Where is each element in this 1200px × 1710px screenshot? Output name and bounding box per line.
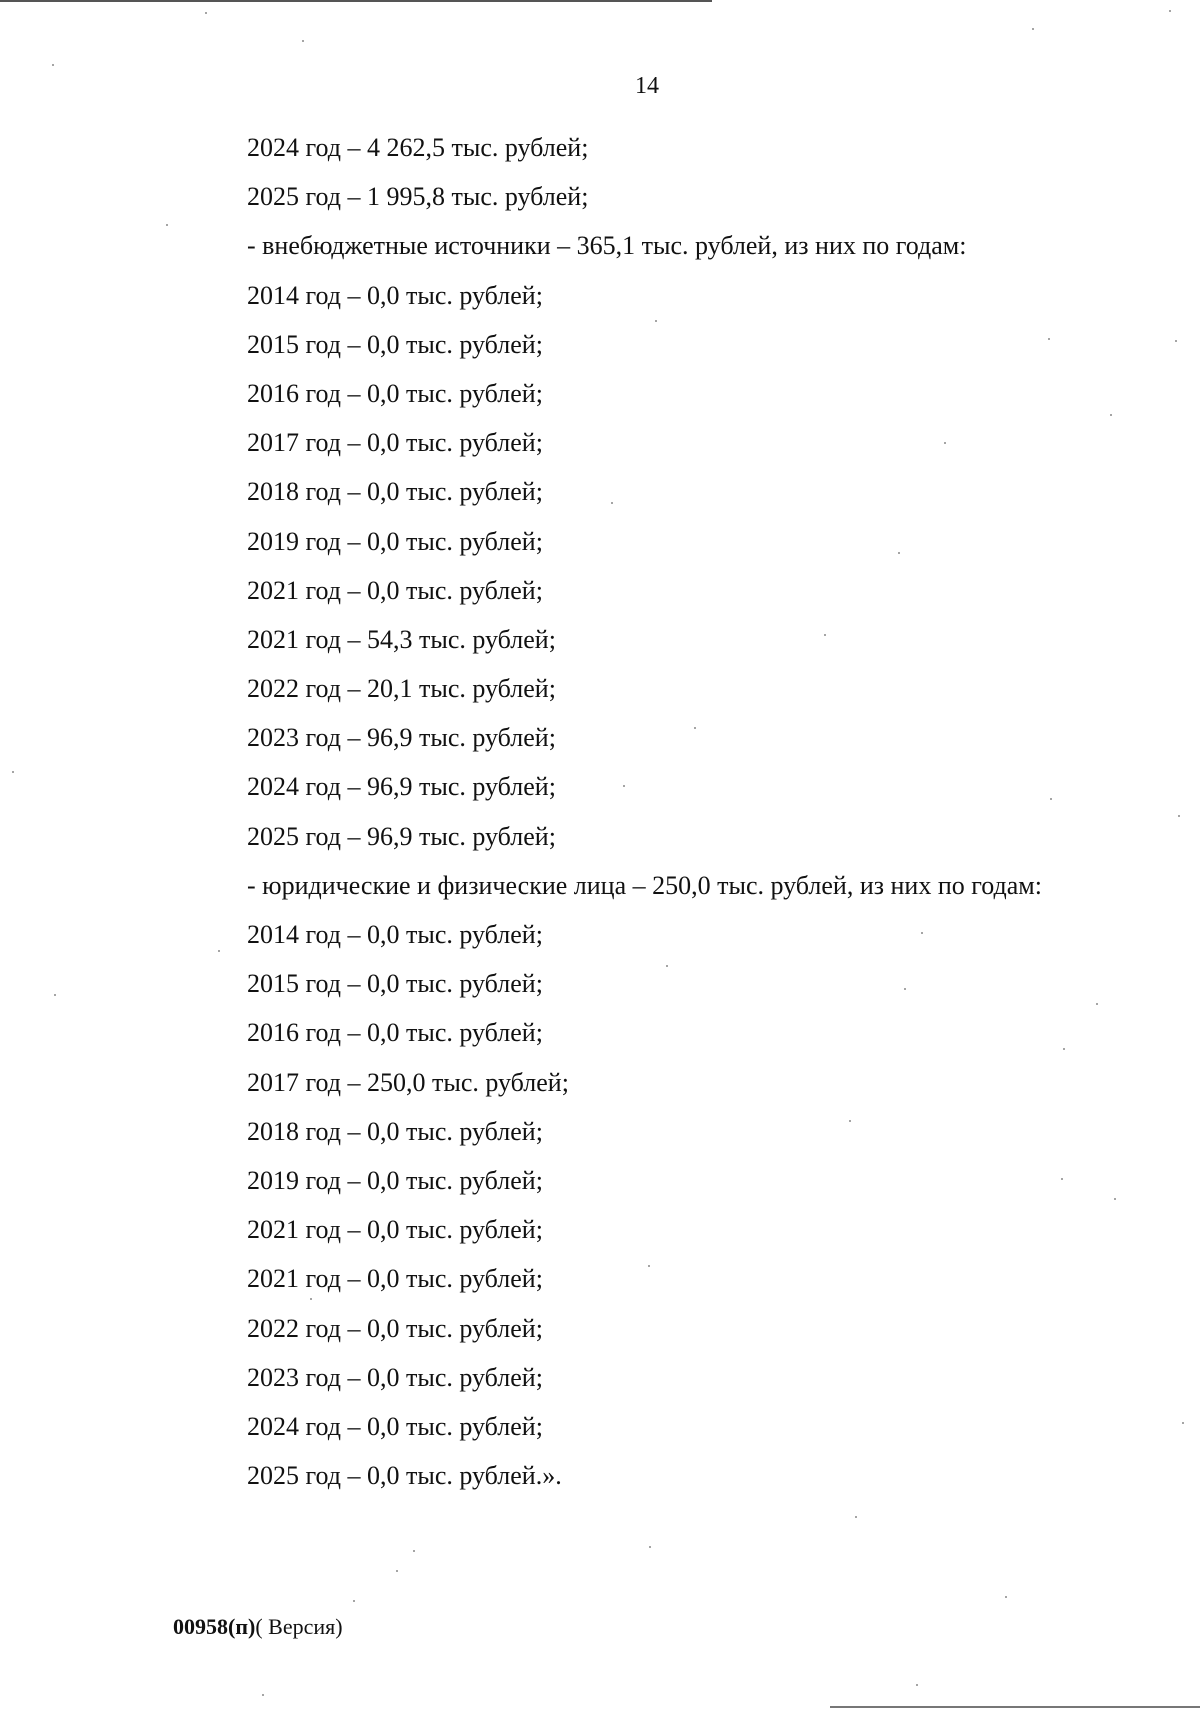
section-heading-line: - внебюджетные источники – 365,1 тыс. рублей, из них по годам:	[247, 231, 967, 261]
scan-speck	[666, 965, 668, 967]
section-heading-line: - юридические и физические лица – 250,0 тыс. рублей, из них по годам:	[247, 870, 1042, 900]
text-line: 2024 год – 0,0 тыс. рублей;	[247, 1411, 543, 1441]
scan-speck	[611, 502, 613, 504]
scan-speck	[205, 12, 207, 14]
scan-speck	[921, 932, 923, 934]
text-line: 2024 год – 96,9 тыс. рублей;	[247, 772, 556, 802]
scan-speck	[855, 1516, 857, 1518]
scan-speck	[1050, 798, 1052, 800]
text-line: 2019 год – 0,0 тыс. рублей;	[247, 1165, 543, 1195]
text-line: 2021 год – 54,3 тыс. рублей;	[247, 624, 556, 654]
scan-speck	[310, 1298, 312, 1300]
scan-edge-line-top	[0, 0, 712, 2]
text-line: 2021 год – 0,0 тыс. рублей;	[247, 1215, 543, 1245]
scan-speck	[1061, 1178, 1063, 1180]
scan-speck	[1005, 1596, 1007, 1598]
scan-speck	[12, 771, 14, 773]
text-line: 2022 год – 20,1 тыс. рублей;	[247, 674, 556, 704]
funding-text-block	[247, 123, 1147, 1500]
scan-speck	[898, 552, 900, 554]
scan-speck	[396, 1570, 398, 1572]
text-line: 2018 год – 0,0 тыс. рублей;	[247, 1116, 543, 1146]
scan-speck	[166, 224, 168, 226]
text-line: 2015 год – 0,0 тыс. рублей;	[247, 329, 543, 359]
document-code: 00958(п)	[173, 1614, 256, 1639]
text-line: 2024 год – 4 262,5 тыс. рублей;	[247, 133, 589, 162]
text-line: 2025 год – 0,0 тыс. рублей.».	[247, 1461, 562, 1491]
text-line: 2025 год – 96,9 тыс. рублей;	[247, 821, 556, 851]
scan-speck	[1114, 1198, 1116, 1200]
scan-speck	[302, 40, 304, 42]
scan-speck	[1182, 1422, 1184, 1424]
text-line: 2022 год – 0,0 тыс. рублей;	[247, 1313, 543, 1343]
scan-speck	[1169, 10, 1171, 12]
text-line: 2023 год – 0,0 тыс. рублей;	[247, 1362, 543, 1392]
scan-speck	[262, 1694, 264, 1696]
scan-speck	[649, 1546, 651, 1548]
scan-speck	[1063, 1048, 1065, 1050]
text-line: 2021 год – 0,0 тыс. рублей;	[247, 1264, 543, 1294]
text-line: 2016 год – 0,0 тыс. рублей;	[247, 378, 543, 408]
text-line: 2017 год – 0,0 тыс. рублей;	[247, 428, 543, 458]
text-line: 2018 год – 0,0 тыс. рублей;	[247, 477, 543, 507]
scan-speck	[944, 442, 946, 444]
scan-speck	[655, 320, 657, 322]
document-footer	[173, 1613, 343, 1641]
scan-speck	[52, 64, 54, 66]
scan-edge-line-bottom	[830, 1706, 1200, 1708]
text-line: 2017 год – 250,0 тыс. рублей;	[247, 1067, 569, 1097]
scan-speck	[648, 1265, 650, 1267]
scan-speck	[54, 994, 56, 996]
text-line: 2014 год – 0,0 тыс. рублей;	[247, 920, 543, 949]
text-line: 2019 год – 0,0 тыс. рублей;	[247, 526, 543, 556]
scan-speck	[1110, 414, 1112, 416]
scan-speck	[916, 1684, 918, 1686]
text-line: 2014 год – 0,0 тыс. рублей;	[247, 280, 543, 310]
scan-speck	[218, 950, 220, 952]
scan-speck	[1175, 340, 1177, 342]
scan-speck	[1032, 28, 1034, 30]
page-number: 14	[635, 73, 659, 99]
scan-speck	[1048, 338, 1050, 340]
text-line: 2021 год – 0,0 тыс. рублей;	[247, 575, 543, 605]
text-line: 2016 год – 0,0 тыс. рублей;	[247, 1018, 543, 1048]
text-line: 2025 год – 1 995,8 тыс. рублей;	[247, 182, 589, 212]
scan-speck	[353, 1600, 355, 1602]
scan-speck	[694, 727, 696, 729]
scan-speck	[623, 785, 625, 787]
scan-speck	[1096, 1003, 1098, 1005]
scan-speck	[413, 1550, 415, 1552]
document-version: ( Версия)	[255, 1614, 343, 1639]
scan-speck	[824, 634, 826, 636]
scan-speck	[849, 1120, 851, 1122]
scan-speck	[1178, 815, 1180, 817]
text-line: 2023 год – 96,9 тыс. рублей;	[247, 723, 556, 753]
scan-speck	[904, 988, 906, 990]
text-line: 2015 год – 0,0 тыс. рублей;	[247, 969, 543, 999]
